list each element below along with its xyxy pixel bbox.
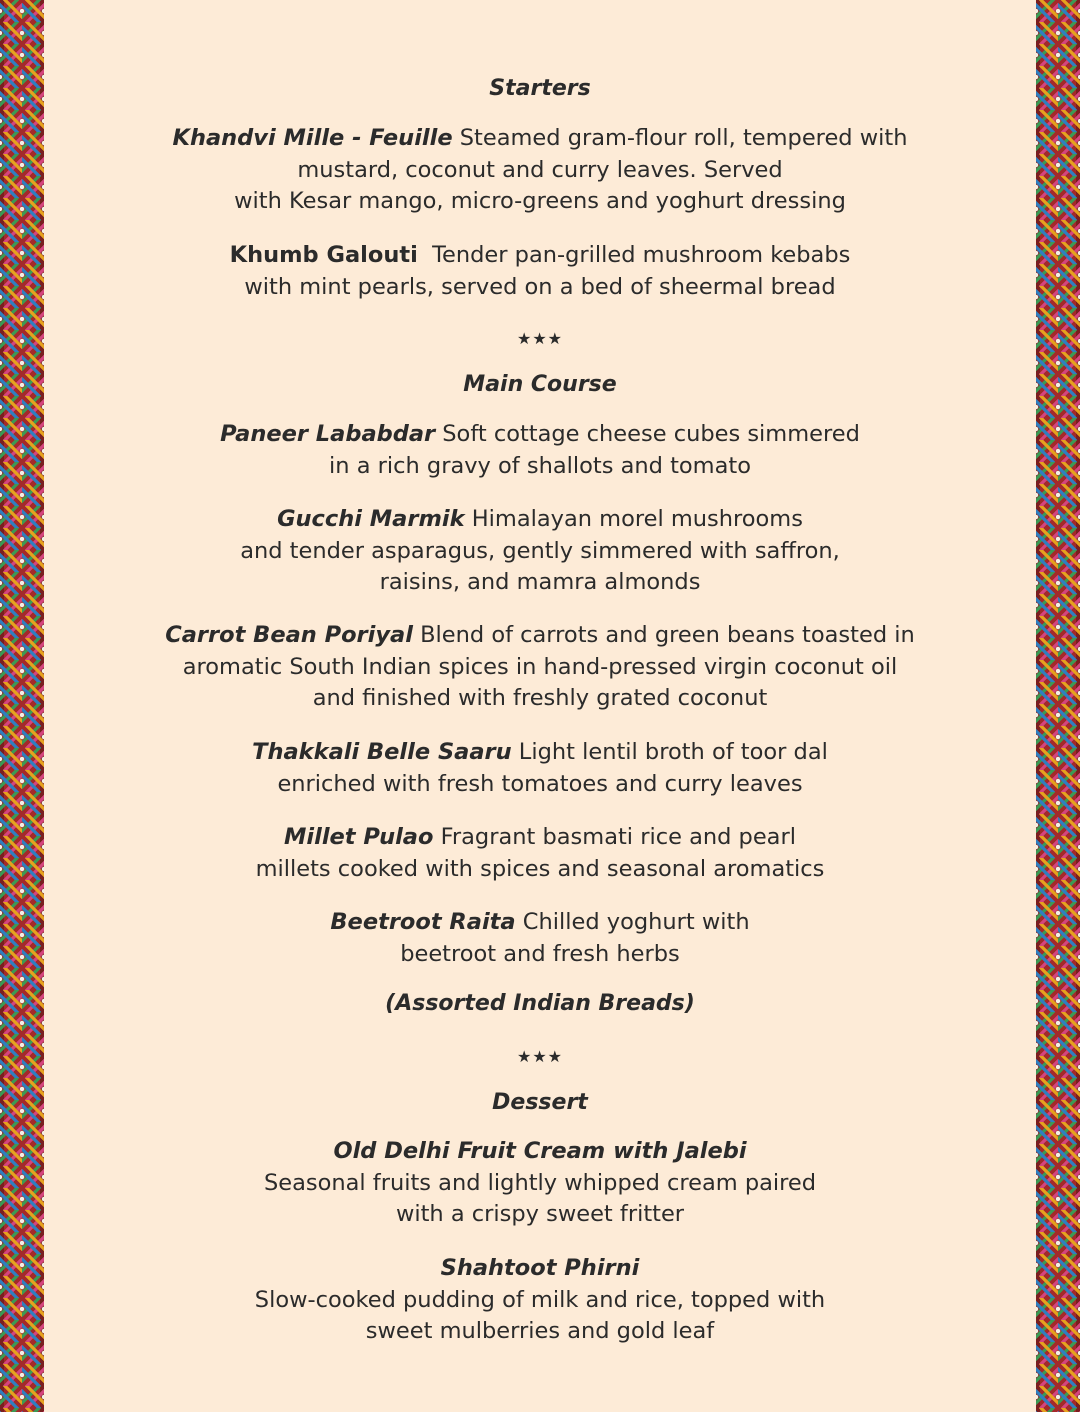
menu-item-old-delhi-fruit-cream (44, 1136, 1036, 1231)
menu-item-carrot-bean-poriyal (44, 620, 1036, 715)
menu-item-khandvi (44, 123, 1036, 218)
item-desc-line: with Kesar mango, micro-greens and yoghurt dressing (234, 188, 846, 214)
item-name: Paneer Lababdar (220, 421, 436, 447)
decorative-border-right (1036, 0, 1080, 1412)
item-name: Thakkali Belle Saaru (252, 739, 512, 765)
item-desc-line: with a crispy sweet fritter (395, 1201, 685, 1227)
item-desc-line: Slow-cooked pudding of milk and rice, topped with (254, 1286, 826, 1313)
item-desc-line: Seasonal fruits and lightly whipped cream paired (263, 1169, 817, 1196)
item-desc-line: raisins, and mamra almonds (379, 569, 701, 595)
menu-item-millet-pulao (44, 822, 1036, 885)
item-desc: Steamed gram-flour roll, tempered with (452, 125, 908, 151)
item-desc-line: millets cooked with spices and seasonal aromatics (255, 855, 825, 882)
item-name: Khumb Galouti (229, 242, 418, 268)
item-desc-line: mustard, coconut and curry leaves. Served (297, 156, 783, 183)
item-desc-line: in a rich gravy of shallots and tomato (329, 452, 751, 479)
menu-page (44, 0, 1036, 1412)
item-name: Carrot Bean Poriyal (165, 622, 413, 648)
menu-item-thakkali-belle-saaru (44, 737, 1036, 800)
item-name: Khandvi Mille - Feuille (172, 125, 453, 151)
item-desc: Fragrant basmati rice and pearl (433, 824, 796, 850)
item-desc-line: beetroot and fresh herbs (400, 940, 680, 967)
item-desc: Himalayan morel mushrooms (464, 506, 803, 532)
separator-stars: ★★★ (516, 1047, 564, 1066)
item-desc: Tender pan-grilled mushroom kebabs (417, 242, 851, 268)
menu-item-khumb-galouti (44, 240, 1036, 303)
item-name: Old Delhi Fruit Cream with Jalebi (333, 1138, 747, 1164)
menu-item-paneer-lababdar (44, 419, 1036, 482)
menu-item-gucchi-marmik (44, 504, 1036, 599)
item-desc-line: aromatic South Indian spices in hand-pressed virgin coconut oil (182, 653, 898, 680)
starters-heading: Starters (489, 76, 591, 101)
item-desc: Chilled yoghurt with (515, 909, 750, 935)
item-name: Shahtoot Phirni (440, 1255, 640, 1281)
item-name: Millet Pulao (284, 824, 434, 850)
separator-stars: ★★★ (516, 329, 564, 348)
item-desc: Light lentil broth of toor dal (511, 739, 828, 765)
item-desc-line: and finished with freshly grated coconut (312, 685, 768, 711)
item-name: Beetroot Raita (330, 909, 516, 935)
item-desc-line: sweet mulberries and gold leaf (365, 1318, 715, 1344)
item-name: Gucchi Marmik (277, 506, 465, 532)
breads-note: (Assorted Indian Breads) (385, 991, 695, 1016)
menu-item-shahtoot-phirni (44, 1253, 1036, 1348)
item-desc-line: with mint pearls, served on a bed of sheermal bread (244, 273, 836, 300)
decorative-border-left (0, 0, 44, 1412)
main-course-heading: Main Course (463, 372, 617, 397)
item-desc-line: and tender asparagus, gently simmered with saffron, (240, 537, 840, 564)
item-desc-line: enriched with fresh tomatoes and curry leaves (277, 770, 803, 797)
dessert-heading: Dessert (492, 1090, 588, 1115)
item-desc: Blend of carrots and green beans toasted in (412, 622, 915, 648)
item-desc: Soft cottage cheese cubes simmered (435, 421, 860, 447)
menu-item-beetroot-raita (44, 907, 1036, 970)
